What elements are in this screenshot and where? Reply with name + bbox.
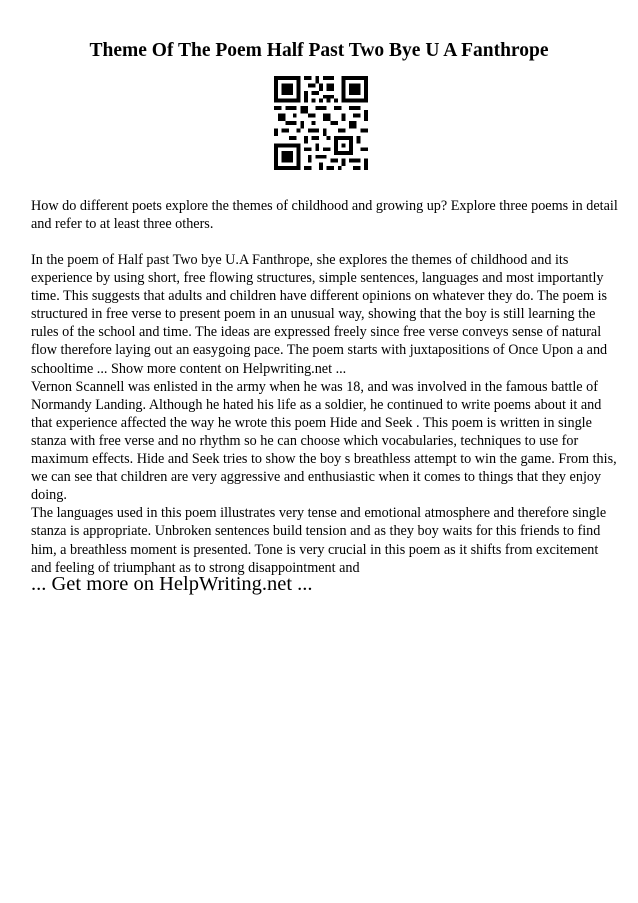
body-paragraph: In the poem of Half past Two bye U.A Fanthrope, she explores the themes of childhood and its experience by using short, free flowing structures, simple sentences, languages and most importantly time. This suggests that adults and children have different opinions on whatever they do. The poem is structured in free verse to present poem in an unusual way, showing that the boy is still learning the rules of the school and time. The ideas are expressed freely since free verse conveys sense of natural flow therefore laying out an easygoing pace. The poem starts with juxtapositions of Once Upon a and schooltime ... Show more content on Helpwriting.net ... [31, 252, 608, 377]
get-more-link[interactable]: ... Get more on HelpWriting.net ... [31, 573, 313, 595]
body-paragraph: Vernon Scannell was enlisted in the army when he was 18, and was involved in the famous battle of Normandy Landing. Although he hated his life as a soldier, he continued to write poems about it and that experience affected the way he wrote this poem Hide and Seek . This poem is written in single stanza with free verse and no rhythm so he can choose which vocabularies, techniques to use for maximum effects. Hide and Seek tries to show the boy s breathless attempt to win the game. From this, we can see that children are very aggressive and enthusiastic when it comes to things that they enjoy doing. [31, 378, 617, 504]
intro-paragraph: How do different poets explore the themes of childhood and growing up? Explore three poems in detail and refer to at least three others. [31, 198, 618, 233]
page-title: Theme Of The Poem Half Past Two Bye U A Fanthrope [89, 40, 549, 61]
body-paragraph: The languages used in this poem illustrates very tense and emotional atmosphere and therefore single stanza is appropriate. Unbroken sentences build tension and as they boy waits for this friends to find him, a breathless moment is presented. Tone is very crucial in this poem as it shifts from excitement and feeling of triumphant as to strong disappointment and [31, 505, 607, 576]
qr-code-icon [274, 76, 368, 170]
body-text [31, 251, 621, 577]
